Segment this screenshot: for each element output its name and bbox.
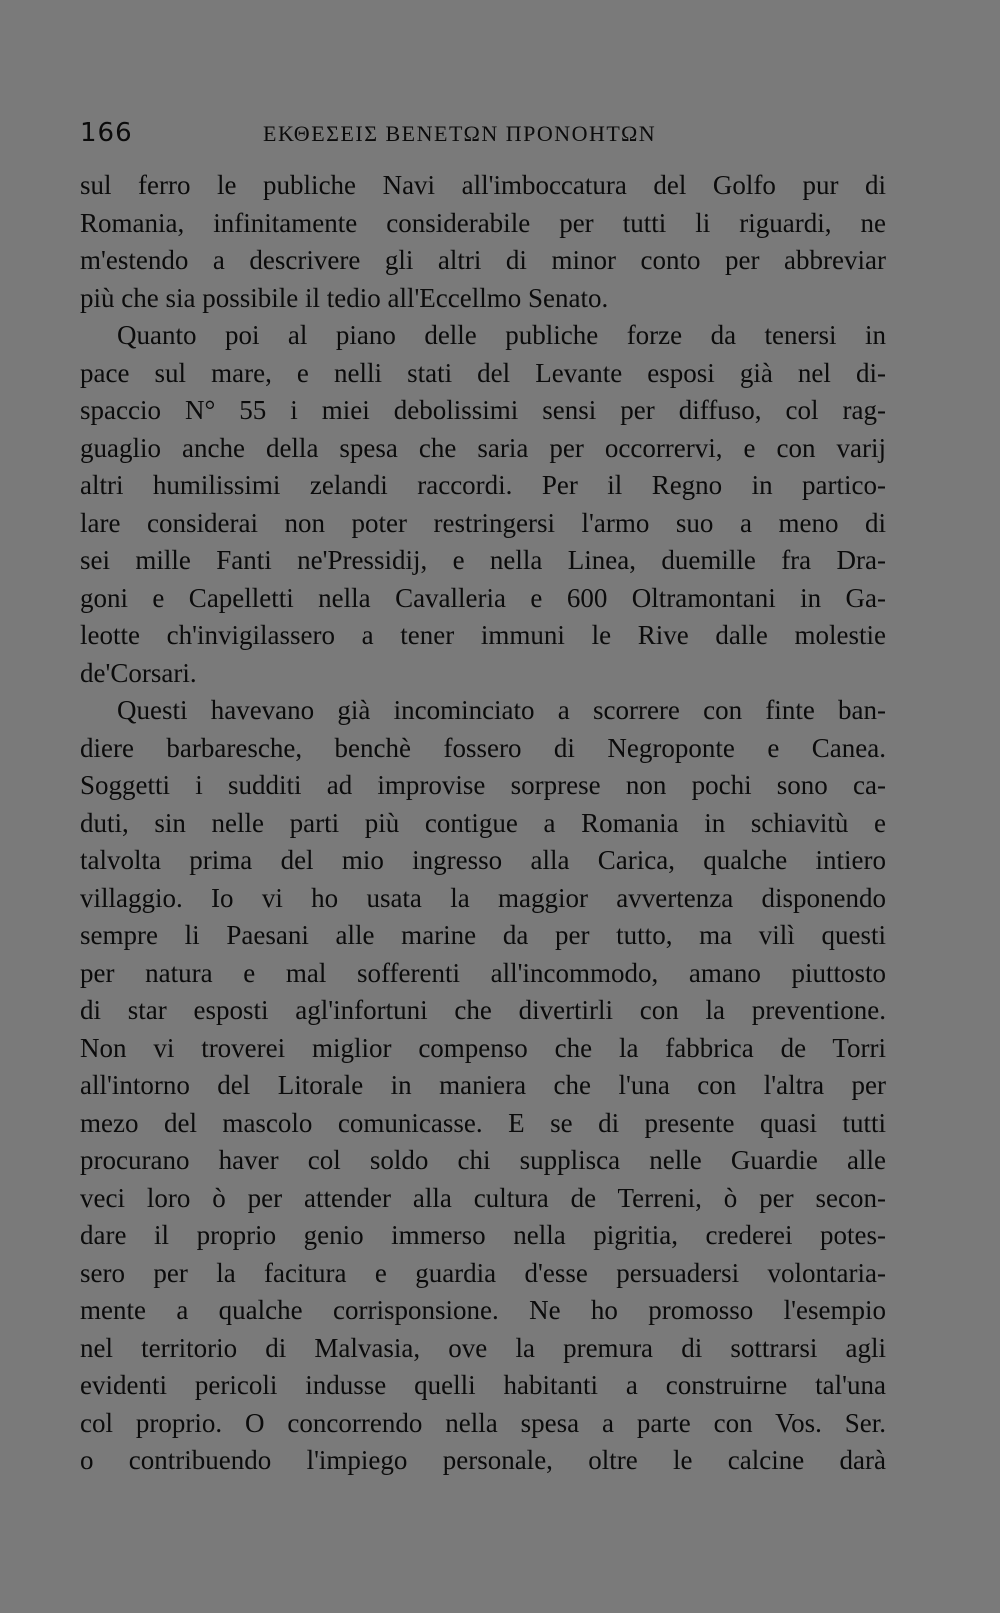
text-line: procurano haver col soldo chi supplisca nelle Guardie alle — [80, 1145, 886, 1175]
text-line: veci loro ò per attender alla cultura de Terreni, ò per secon- — [80, 1182, 886, 1213]
text-line: sul ferro le publiche Navi all'imboccatura del Golfo pur di — [80, 170, 886, 200]
text-line: o contribuendo l'impiego personale, oltre le calcine darà — [80, 1445, 886, 1475]
text-line: Soggetti i sudditi ad improvise sorprese non pochi sono ca- — [80, 770, 886, 800]
text-line: sempre li Paesani alle marine da per tutto, ma vilì questi — [80, 920, 886, 950]
page-number: 166 — [80, 118, 133, 148]
text-line: leotte ch'invigilassero a tener immuni le Rive dalle molestie — [80, 620, 886, 650]
text-line: de'Corsari. — [80, 657, 197, 688]
text-line: per natura e mal sofferenti all'incommodo, amano piuttosto — [80, 957, 886, 988]
text-line: Quanto poi al piano delle publiche forze da tenersi in — [117, 320, 886, 350]
text-line: guaglio anche della spesa che saria per occorrervi, e con varij — [80, 432, 886, 463]
text-line: lare considerai non poter restringersi l'armo suo a meno di — [80, 507, 886, 538]
text-line: sei mille Fanti ne'Pressidij, e nella Linea, duemille fra Dra- — [80, 545, 886, 575]
text-line: spaccio N° 55 i miei debolissimi sensi per diffuso, col rag- — [80, 395, 886, 425]
text-line: diere barbaresche, benchè fossero di Negroponte e Canea. — [80, 732, 886, 763]
text-line: di star esposti agl'infortuni che divertirli con la preventione. — [80, 995, 886, 1025]
text-line: m'estendo a descrivere gli altri di minor conto per abbreviar — [80, 245, 886, 275]
text-line: mente a qualche corrisponsione. Ne ho promosso l'esempio — [80, 1295, 886, 1325]
body-text — [80, 167, 886, 1480]
text-line: sero per la facitura e guardia d'esse persuadersi volontaria- — [80, 1257, 886, 1288]
text-line: altri humilissimi zelandi raccordi. Per il Regno in partico- — [80, 470, 886, 500]
text-line: nel territorio di Malvasia, ove la premura di sottrarsi agli — [80, 1332, 886, 1363]
text-line: evidenti pericoli indusse quelli habitanti a construirne tal'una — [80, 1370, 886, 1400]
text-line: Questi havevano già incominciato a scorrere con finte ban- — [117, 695, 886, 725]
text-line: duti, sin nelle parti più contigue a Romania in schiavitù e — [80, 807, 886, 838]
text-line: pace sul mare, e nelli stati del Levante esposi già nel di- — [80, 357, 886, 388]
running-title: ΕΚΘΕΣΕΙΣ ΒΕΝΕΤΩΝ ΠΡΟΝΟΗΤΩΝ — [263, 121, 657, 146]
text-line: goni e Capelletti nella Cavalleria e 600 Oltramontani in Ga- — [80, 582, 886, 613]
text-line: dare il proprio genio immerso nella pigritia, crederei potes- — [80, 1220, 886, 1250]
text-line: villaggio. Io vi ho usata la maggior avvertenza disponendo — [80, 882, 886, 913]
text-line: più che sia possibile il tedio all'Eccellmo Senato. — [80, 282, 609, 313]
text-line: talvolta prima del mio ingresso alla Carica, qualche intiero — [80, 845, 886, 875]
text-line: all'intorno del Litorale in maniera che l'una con l'altra per — [80, 1070, 886, 1100]
text-line: Non vi troverei miglior compenso che la fabbrica de Torri — [80, 1032, 886, 1063]
running-head — [80, 118, 890, 150]
text-line: mezo del mascolo comunicasse. E se di presente quasi tutti — [80, 1107, 886, 1138]
text-line: col proprio. O concorrendo nella spesa a parte con Vos. Ser. — [80, 1407, 886, 1438]
text-line: Romania, infinitamente considerabile per tutti li riguardi, ne — [80, 207, 886, 238]
